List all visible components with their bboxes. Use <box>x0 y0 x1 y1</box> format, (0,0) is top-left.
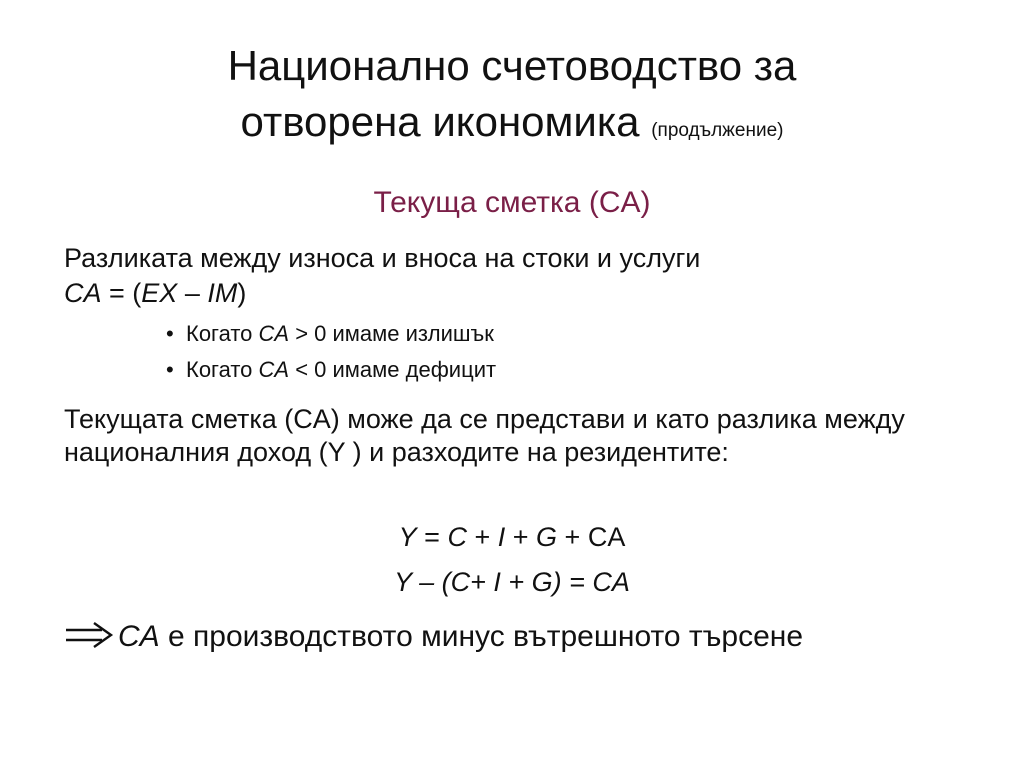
formula-ex: EX <box>141 278 178 308</box>
title-suffix: (продължение) <box>651 120 784 141</box>
slide-subtitle: Текуща сметка (CA) <box>373 186 651 219</box>
equation-plus-1: + <box>466 522 498 552</box>
income-equation <box>0 520 1024 554</box>
formula-ca: CA <box>64 278 102 308</box>
formula-im: IM <box>207 278 238 308</box>
equation-equals: = <box>416 522 448 552</box>
conclusion-text: е производството минус вътрешното търсене <box>159 620 804 653</box>
bullet-surplus-var: CA <box>258 321 290 346</box>
current-account-formula <box>64 277 246 310</box>
income-paragraph: Текущата сметка (CA) може да се представи и като разлика между националния доход (Y ) и разходите на резидентите: <box>64 404 905 467</box>
bullet-deficit-prefix: Когато <box>186 357 259 382</box>
title-line-2 <box>0 94 1024 159</box>
bullet-surplus-prefix: Когато <box>186 321 259 346</box>
formula-minus: – <box>177 278 208 308</box>
ca-equation <box>0 565 1024 599</box>
equation-plus-ca: + CA <box>557 522 626 552</box>
equation-i: I <box>497 522 506 552</box>
equation-c: C <box>447 522 467 552</box>
bullet-deficit-suffix: < 0 имаме дефицит <box>289 357 497 382</box>
formula-equals-open: = ( <box>101 278 142 308</box>
slide-title <box>0 38 1024 159</box>
implies-arrow-icon <box>64 619 114 647</box>
bullet-deficit-var: CA <box>258 357 290 382</box>
bullet-surplus-suffix: > 0 имаме излишък <box>289 321 494 346</box>
bullet-surplus <box>166 320 494 348</box>
title-line-1: Национално счетоводство за <box>227 42 797 89</box>
equation-plus-2: + <box>505 522 537 552</box>
definition-paragraph: Разликата между износа и вноса на стоки и услуги <box>64 243 701 273</box>
title-line-2-main: отворена икономика <box>240 98 640 145</box>
equation-g: G <box>536 522 558 552</box>
ca-equation-text: Y – (C+ I + G) = CA <box>394 567 630 597</box>
bullet-dot-icon: • <box>166 321 174 346</box>
conclusion-ca: CA <box>118 620 160 653</box>
conclusion <box>64 616 803 658</box>
formula-close: ) <box>237 278 247 308</box>
bullet-dot-icon: • <box>166 357 174 382</box>
bullet-deficit <box>166 356 496 384</box>
equation-y: Y <box>398 522 417 552</box>
